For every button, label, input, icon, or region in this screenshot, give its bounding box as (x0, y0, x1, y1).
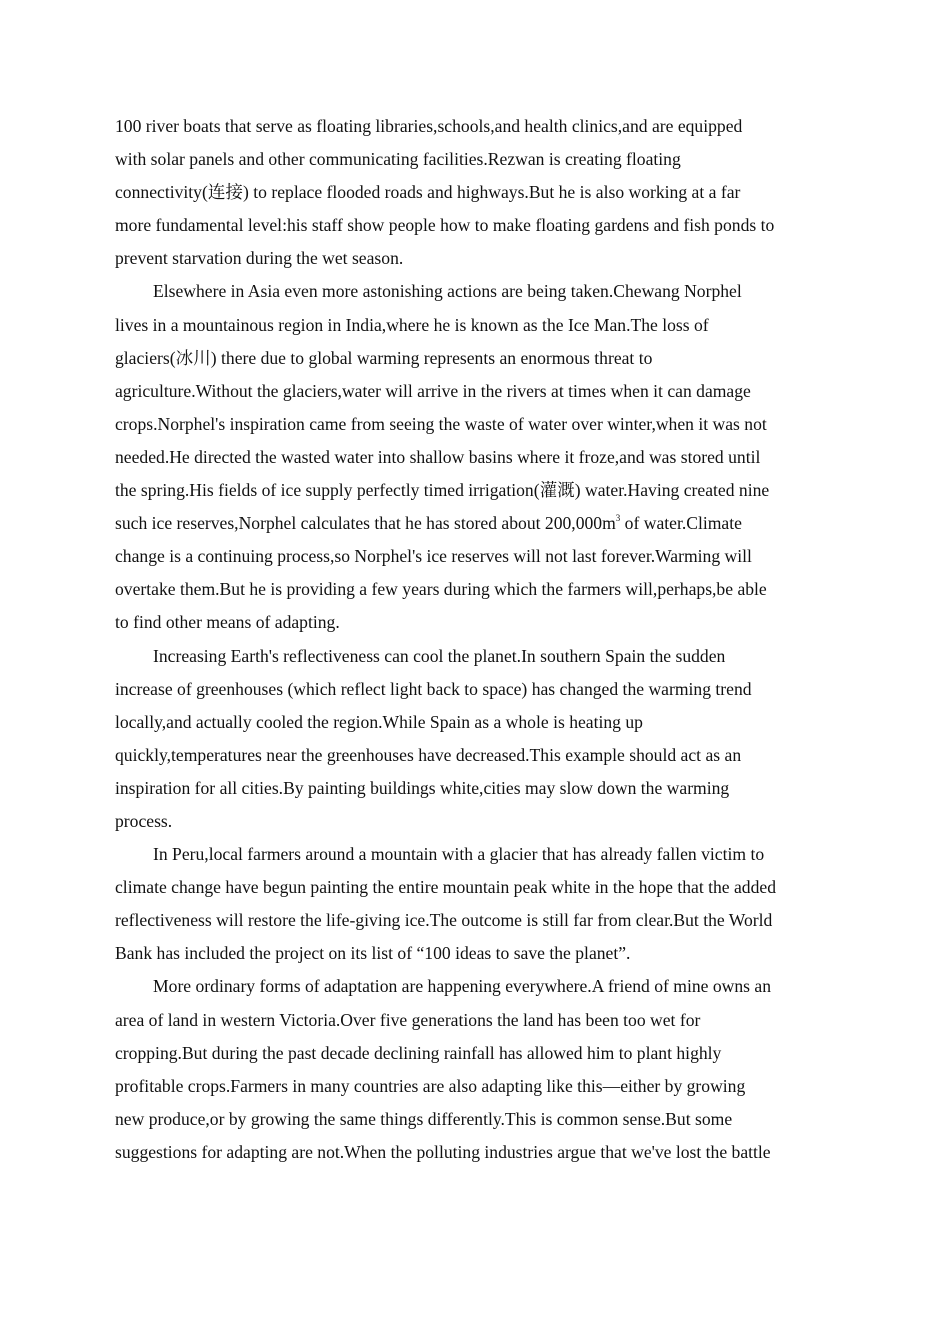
paragraph-1 (115, 110, 837, 275)
text-line: needed.He directed the wasted water into shallow basins where it froze,and was stored until (115, 446, 761, 467)
paragraph-2 (115, 275, 837, 639)
text-line: prevent starvation during the wet season. (115, 248, 404, 269)
text-line: Bank has included the project on its list of “100 ideas to save the planet”. (115, 943, 631, 964)
text-segment: of water.Climate (620, 513, 742, 534)
text-line: Elsewhere in Asia even more astonishing actions are being taken.Chewang Norphel (153, 281, 742, 302)
text-line: more fundamental level:his staff show people how to make floating gardens and fish ponds to (115, 215, 775, 236)
text-line: cropping.But during the past decade declining rainfall has allowed him to plant highly (115, 1042, 722, 1063)
text-line: crops.Norphel's inspiration came from seeing the waste of water over winter,when it was not (115, 413, 767, 434)
article-body (115, 110, 837, 1169)
superscript: 3 (615, 513, 621, 524)
text-line: locally,and actually cooled the region.While Spain as a whole is heating up (115, 711, 643, 732)
text-line: change is a continuing process,so Norphel's ice reserves will not last forever.Warming will (115, 546, 752, 567)
text-line: process. (115, 810, 173, 831)
text-line: 100 river boats that serve as floating libraries,schools,and health clinics,and are equipped (115, 116, 743, 136)
paragraph-5 (115, 970, 837, 1169)
text-segment: such ice reserves,Norphel calculates that he has stored about 200,000m (115, 513, 616, 534)
paragraph-3 (115, 640, 837, 839)
text-line: overtake them.But he is providing a few years during which the farmers will,perhaps,be able (115, 579, 767, 600)
text-line: suggestions for adapting are not.When the polluting industries argue that we've lost the battle (115, 1141, 771, 1162)
text-line: glaciers(冰川) there due to global warming represents an enormous threat to (115, 347, 653, 368)
text-line: profitable crops.Farmers in many countries are also adapting like this—either by growing (115, 1075, 746, 1096)
text-line: Increasing Earth's reflectiveness can cool the planet.In southern Spain the sudden (153, 645, 726, 666)
text-line: the spring.His fields of ice supply perfectly timed irrigation(灌溉) water.Having created nine (115, 480, 770, 501)
text-line: connectivity(连接) to replace flooded roads and highways.But he is also working at a far (115, 182, 741, 203)
text-line: to find other means of adapting. (115, 612, 340, 633)
text-line: climate change have begun painting the entire mountain peak white in the hope that the added (115, 877, 777, 898)
text-line-with-superscript (115, 507, 837, 540)
text-line: new produce,or by growing the same things differently.This is common sense.But some (115, 1108, 733, 1129)
text-line: inspiration for all cities.By painting buildings white,cities may slow down the warming (115, 777, 730, 798)
text-line: area of land in western Victoria.Over five generations the land has been too wet for (115, 1009, 701, 1030)
paragraph-4 (115, 838, 837, 970)
text-line: In Peru,local farmers around a mountain with a glacier that has already fallen victim to (153, 844, 765, 865)
text-line: quickly,temperatures near the greenhouses have decreased.This example should act as an (115, 744, 742, 765)
text-line: More ordinary forms of adaptation are happening everywhere.A friend of mine owns an (153, 976, 772, 997)
text-line: increase of greenhouses (which reflect light back to space) has changed the warming trend (115, 678, 752, 699)
text-line: agriculture.Without the glaciers,water will arrive in the rivers at times when it can damage (115, 380, 751, 401)
text-line: with solar panels and other communicating facilities.Rezwan is creating floating (115, 149, 681, 170)
text-line: lives in a mountainous region in India,where he is known as the Ice Man.The loss of (115, 314, 709, 335)
text-line: reflectiveness will restore the life-giving ice.The outcome is still far from clear.But the World (115, 910, 773, 931)
